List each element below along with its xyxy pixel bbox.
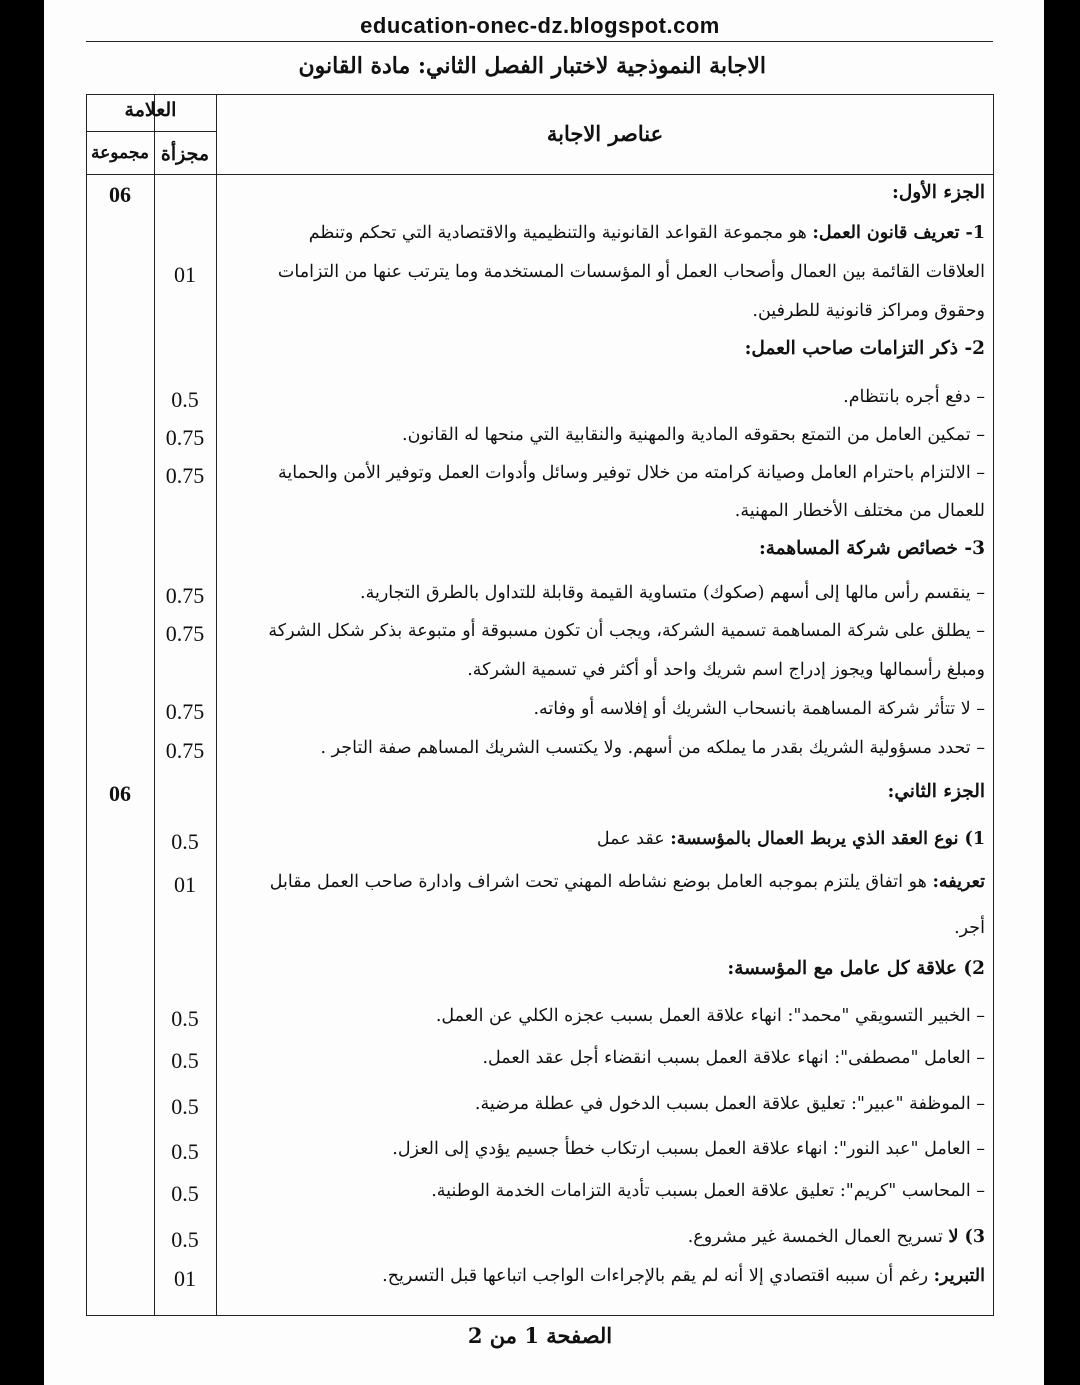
answer-text: – لا تتأثر شركة المساهمة بانسحاب الشريك أو إفلاسه أو وفاته. (533, 699, 985, 719)
total-mark: 06 (109, 781, 131, 806)
answer-text: – تمكين العامل من التمتع بحقوقه المادية والمهنية والنقابية التي منحها له القانون. (402, 425, 985, 445)
site-url: education-onec-dz.blogspot.com (360, 13, 720, 38)
answer-text: أجر. (954, 918, 985, 938)
answer-header: عناصر الاجابة (546, 121, 664, 146)
sub-mark: 01 (174, 1266, 196, 1291)
section-heading (245, 338, 985, 360)
answer-text: 2) علاقة كل عامل مع المؤسسة: (727, 958, 985, 979)
sub-mark: 01 (174, 872, 196, 897)
sub-mark: 0.75 (165, 425, 205, 450)
answer-line (245, 620, 985, 642)
sub-mark-header: مجزأة (160, 143, 210, 165)
answer-line (245, 222, 985, 244)
answer-lead: التبرير: (933, 1266, 985, 1286)
sub-mark: 0.5 (171, 1139, 199, 1164)
answer-text: – ينقسم رأس مالها إلى أسهم (صكوك) متساوية القيمة وقابلة للتداول بالطرق التجارية. (360, 583, 985, 603)
answer-text: 2- ذكر التزامات صاحب العمل: (744, 338, 985, 359)
answer-line (245, 828, 985, 850)
answer-line (245, 582, 985, 604)
answer-text: الجزء الثاني: (887, 781, 985, 802)
sub-mark: 0.5 (171, 1048, 199, 1073)
sub-mark: 0.75 (165, 738, 205, 763)
answer-text: هو مجموعة القواعد القانونية والتنظيمية والاقتصادية التي تحكم وتنظم (308, 223, 813, 243)
answer-text: – العامل "عبد النور": انهاء علاقة العمل بسبب ارتكاب خطأ جسيم يؤدي إلى العزل. (392, 1139, 985, 1159)
mark-header: العلامة (124, 99, 177, 121)
left-black-border (0, 0, 44, 1385)
answer-lead: 1) نوع العقد الذي يربط العمال بالمؤسسة: (670, 829, 985, 849)
answer-line (245, 917, 985, 939)
page-number: الصفحة 1 من 2 (467, 1323, 613, 1348)
answer-line (245, 659, 985, 681)
answer-line (245, 737, 985, 759)
answer-line (245, 1138, 985, 1160)
col-divider-answer (216, 95, 217, 1315)
answer-text: تسريح العمال الخمسة غير مشروع. (687, 1227, 949, 1247)
sub-mark: 0.5 (171, 1094, 199, 1119)
answer-line (245, 500, 985, 522)
answer-text: ومبلغ رأسمالها ويجوز إدراج اسم شريك واحد أو أكثر في تسمية الشركة. (467, 660, 985, 680)
sub-mark: 0.5 (171, 1006, 199, 1031)
document-title: الاجابة النموذجية لاختبار الفصل الثاني: مادة القانون (298, 53, 766, 79)
answer-line (245, 1093, 985, 1115)
answer-text: للعمال من مختلف الأخطار المهنية. (734, 501, 985, 521)
answer-text: العلاقات القائمة بين العمال وأصحاب العمل أو المؤسسات المستخدمة وما يترتب عنها من التزامات (277, 262, 985, 282)
answer-lead: تعريفه: (932, 872, 985, 892)
sub-mark: 0.75 (165, 699, 205, 724)
sub-mark: 0.75 (165, 583, 205, 608)
answer-text: – الخبير التسويقي "محمد": انهاء علاقة العمل بسبب عجزه الكلي عن العمل. (435, 1006, 985, 1026)
sub-mark: 0.5 (171, 1227, 199, 1252)
right-black-border (1044, 0, 1080, 1385)
sub-mark: 01 (174, 262, 196, 287)
header-rule (86, 41, 993, 42)
total-mark: 06 (109, 182, 131, 207)
answer-line (245, 1047, 985, 1069)
answer-text: رغم أن سببه اقتصادي إلا أنه لم يقم بالإجراءات الواجب اتباعها قبل التسريح. (382, 1266, 934, 1286)
answer-lead: 1- تعريف قانون العمل: (812, 223, 985, 243)
sub-mark: 0.75 (165, 621, 205, 646)
mark-header-split (87, 131, 216, 132)
answer-text: – يطلق على شركة المساهمة تسمية الشركة، ويجب أن تكون مسبوقة أو متبوعة بذكر شكل الشركة (268, 621, 985, 641)
header-bottom-line (87, 174, 993, 175)
answer-text: وحقوق ومراكز قانونية للطرفين. (752, 301, 985, 321)
sub-mark: 0.5 (171, 829, 199, 854)
answer-line (245, 261, 985, 283)
answer-text: – تحدد مسؤولية الشريك بقدر ما يملكه من أسهم. ولا يكتسب الشريك المساهم صفة التاجر . (320, 738, 985, 758)
answer-text: – الموظفة "عبير": تعليق علاقة العمل بسبب الدخول في عطلة مرضية. (474, 1094, 985, 1114)
sub-mark: 0.5 (171, 387, 199, 412)
answer-line (245, 1265, 985, 1287)
answer-text: الجزء الأول: (892, 182, 985, 203)
answer-line (245, 871, 985, 893)
answer-line (245, 386, 985, 408)
answer-line (245, 1226, 985, 1248)
answer-text: 3- خصائص شركة المساهمة: (758, 538, 985, 559)
section-heading (245, 182, 985, 204)
sub-mark: 0.5 (171, 1181, 199, 1206)
answer-line (245, 1005, 985, 1027)
answer-line (245, 698, 985, 720)
answer-text: – الالتزام باحترام العامل وصيانة كرامته من خلال توفير وسائل وأدوات العمل وتوفير الأمن والحماية (278, 463, 985, 483)
section-heading (245, 781, 985, 803)
total-mark-header: مجموعة (91, 143, 149, 163)
section-heading (245, 538, 985, 560)
answer-line (245, 462, 985, 484)
answer-text: عقد عمل (596, 829, 671, 849)
answer-lead: 3) لا (948, 1227, 985, 1247)
answer-text: هو اتفاق يلتزم بموجبه العامل بوضع نشاطه المهني تحت اشراف وادارة صاحب العمل مقابل (269, 872, 933, 892)
section-heading (245, 958, 985, 980)
answer-line (245, 424, 985, 446)
answer-line (245, 300, 985, 322)
answer-text: – المحاسب "كريم": تعليق علاقة العمل بسبب تأدية التزامات الخدمة الوطنية. (431, 1181, 985, 1201)
answer-text: – العامل "مصطفى": انهاء علاقة العمل بسبب انقضاء أجل عقد العمل. (482, 1048, 985, 1068)
sub-mark: 0.75 (165, 463, 205, 488)
answer-text: – دفع أجره بانتظام. (843, 387, 985, 407)
answer-line (245, 1180, 985, 1202)
